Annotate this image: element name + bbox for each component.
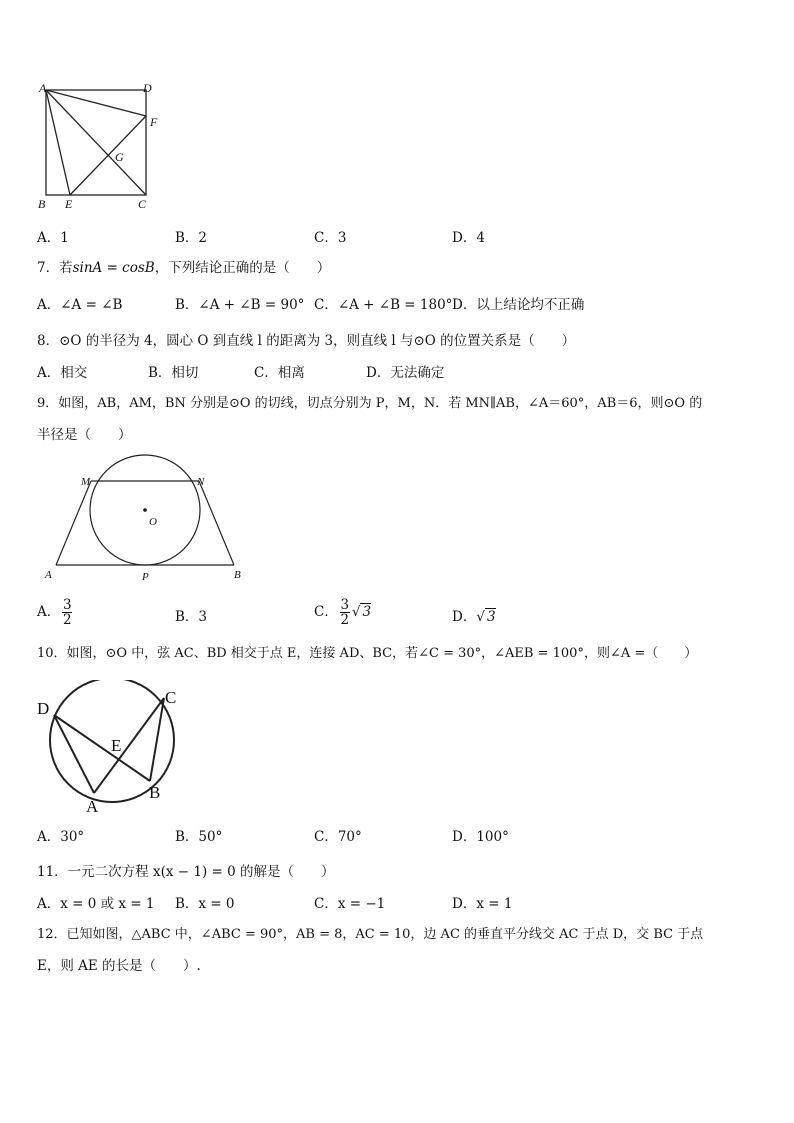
- q10-option-d: D．100°: [452, 829, 509, 845]
- q11-option-b: B．x = 0: [175, 896, 235, 912]
- fig10-label-A: A: [86, 797, 99, 816]
- square-figure: [30, 78, 170, 218]
- fig9-label-B: B: [234, 569, 241, 581]
- fig6-label-G: G: [115, 150, 124, 164]
- q9-stem-line2: 半径是（ ）: [37, 427, 132, 443]
- q10-stem: 10．如图，⊙O 中，弦 AC、BD 相交于点 E，连接 AD、BC，若∠C = 30°，∠AEB = 100°，则∠A =（ ）: [37, 646, 698, 661]
- fig6-label-E: E: [65, 197, 73, 211]
- q11-stem: 11．一元二次方程 x(x − 1) = 0 的解是（ ）: [37, 864, 335, 880]
- fig6-label-D: D: [143, 81, 152, 95]
- q10-option-c: C．70°: [314, 829, 362, 845]
- q6-option-c: C．3: [314, 230, 347, 246]
- q7-option-b: B．∠A + ∠B = 90°: [175, 297, 305, 313]
- fig6-label-A: A: [39, 81, 47, 95]
- q7-stem: 7．若sinA = cosB，下列结论正确的是（ ）: [37, 260, 331, 276]
- fig6-label-B: B: [38, 197, 46, 211]
- q11-option-c: C．x = −1: [314, 896, 386, 912]
- q12-stem-line2: E，则 AE 的长是（ ）.: [37, 958, 201, 974]
- q10-option-b: B．50°: [175, 829, 223, 845]
- q9-option-c: C． $\frac{3}{2}$ √ 3: [314, 597, 372, 628]
- q9-option-b: B．3: [175, 609, 208, 625]
- fig6-label-F: F: [150, 115, 158, 129]
- q6-option-d: D．4: [452, 230, 485, 246]
- q9-stem-line1: 9．如图，AB，AM，BN 分别是⊙O 的切线，切点分别为 P，M，N．若 MN∥AB，∠A＝60°，AB＝6，则⊙O 的: [37, 396, 703, 411]
- q9-option-a: A． $\frac{3}{2}$: [37, 597, 72, 628]
- fig9-label-O: O: [149, 516, 157, 528]
- q6-option-b: B．2: [175, 230, 208, 246]
- fig9-label-P: P: [142, 571, 149, 583]
- q8-option-c: C．相离: [254, 365, 305, 381]
- fig10-label-B: B: [149, 783, 161, 802]
- q9-option-d: D．√ 3: [452, 609, 496, 625]
- q11-option-a: A．x = 0 或 x = 1: [37, 896, 155, 912]
- q7-option-c: C．∠A + ∠B = 180°: [314, 297, 453, 313]
- fig10-label-E: E: [111, 736, 122, 755]
- fig9-label-N: N: [197, 476, 205, 488]
- fig9-label-M: M: [81, 476, 91, 488]
- fig10-label-C: C: [165, 688, 177, 707]
- q8-stem: 8．⊙O 的半径为 4，圆心 O 到直线 l 的距离为 3，则直线 l 与⊙O 的位置关系是（ ）: [37, 333, 576, 349]
- fig6-label-C: C: [138, 197, 147, 211]
- circle-chords-figure: [34, 680, 184, 820]
- q7-option-d: D．以上结论均不正确: [452, 297, 585, 313]
- q8-option-d: D．无法确定: [366, 365, 445, 381]
- q11-option-d: D．x = 1: [452, 896, 513, 912]
- q8-option-a: A．相交: [37, 365, 88, 381]
- q12-stem-line1: 12．已知如图，△ABC 中，∠ABC = 90°，AB = 8，AC = 10，边 AC 的垂直平分线交 AC 于点 D，交 BC 于点: [37, 927, 704, 942]
- fig10-label-D: D: [37, 699, 50, 718]
- q7-option-a: A．∠A = ∠B: [37, 297, 123, 313]
- q10-option-a: A．30°: [37, 829, 85, 845]
- fig9-label-A: A: [45, 569, 52, 581]
- q8-option-b: B．相切: [148, 365, 199, 381]
- q6-option-a: A．1: [37, 230, 69, 246]
- trapezoid-circle-figure: [38, 448, 253, 586]
